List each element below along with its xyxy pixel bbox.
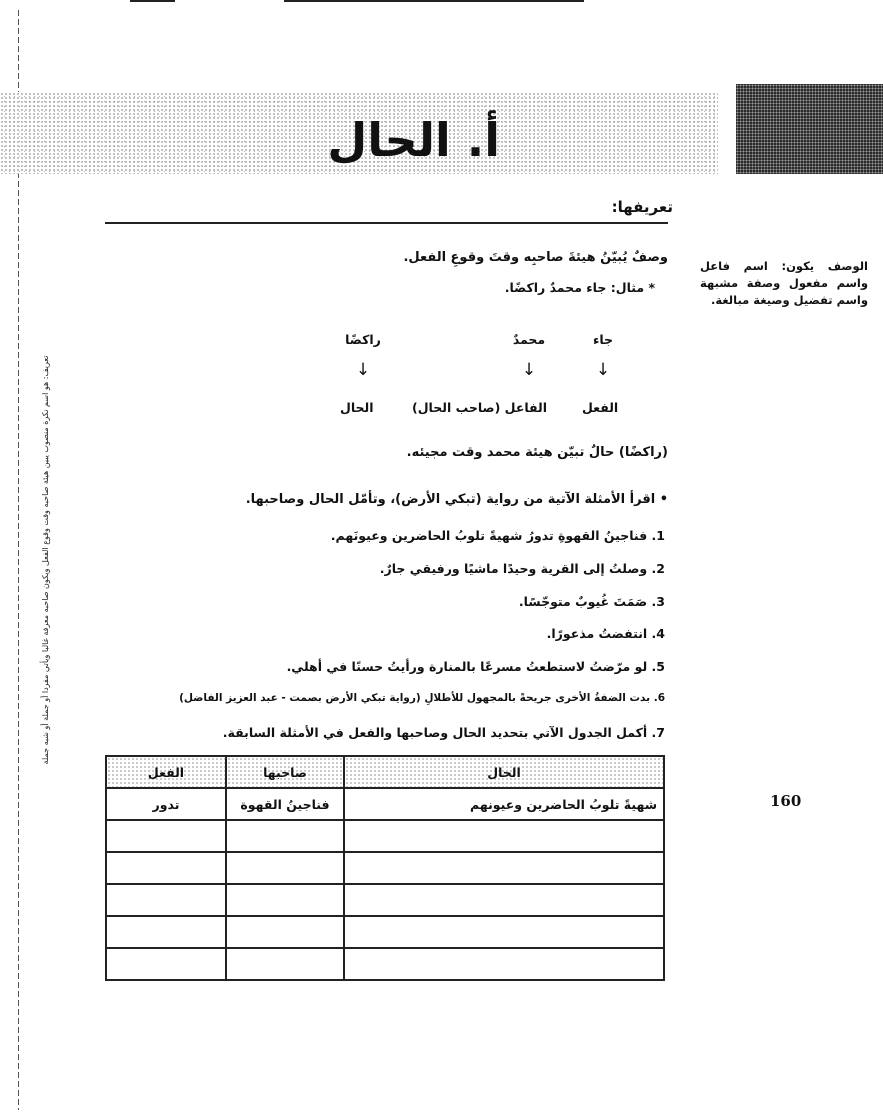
heading-rule	[105, 222, 668, 224]
table-cell[interactable]	[226, 820, 344, 852]
header-band-dark	[736, 84, 883, 174]
table-row	[106, 948, 664, 980]
table-row	[106, 788, 664, 820]
word-subject: محمدٌ	[512, 332, 546, 347]
arrow-down-icon: ↓	[355, 360, 371, 380]
arrow-down-icon: ↓	[595, 360, 611, 380]
exercise-item: 4. انتفضتُ مذعورًا.	[546, 626, 665, 641]
word-verb: جاء	[592, 332, 614, 347]
word-hal: راكضًا	[345, 332, 381, 347]
role-hal: الحال	[340, 400, 374, 415]
exercise-item: 3. صَمَتَ غُيوبٌ متوجّسًا.	[518, 594, 665, 609]
table-row	[106, 820, 664, 852]
definition-text: وصفٌ يُبيّنُ هيئةَ صاحبِه وقتَ وقوعِ الفعل.	[403, 250, 668, 265]
exercise-item: 7. أكمل الجدول الآتي بتحديد الحال وصاحبها والفعل في الأمثلة السابقة.	[222, 725, 665, 740]
table-cell[interactable]	[106, 820, 226, 852]
table-cell[interactable]	[106, 852, 226, 884]
vertical-margin-note: تعريف: هو اسم نكرة منصوب يبين هيئة صاحبه وقت وقوع الفعل ويكون صاحبه معرفة غالبا ويأتي مفردا أو جملة أو شبه جملة	[41, 355, 50, 765]
example-text: * مثال: جاء محمدٌ راكضًا.	[504, 280, 655, 295]
table-header-hal: الحال	[344, 756, 664, 788]
table-cell[interactable]	[226, 884, 344, 916]
table-cell[interactable]	[344, 820, 664, 852]
left-binding-rule	[18, 10, 19, 1110]
table-row	[106, 916, 664, 948]
table-cell[interactable]	[344, 852, 664, 884]
table-row	[106, 852, 664, 884]
table-cell: فناجينُ القهوة	[226, 788, 344, 820]
role-subject: الفاعل (صاحب الحال)	[412, 400, 548, 415]
scan-mark-top	[284, 0, 584, 2]
table-cell[interactable]	[226, 852, 344, 884]
exercise-item: 5. لو مرّضتُ لاستطعتُ مسرعًا بالمنارة ورأيتُ حسنًا في أهلي.	[286, 659, 665, 674]
table-header-owner: صاحبها	[226, 756, 344, 788]
scan-mark-top-left	[130, 0, 175, 2]
explanation-text: (راكضًا) حالٌ تبيّن هيئة محمد وقت مجيئه.	[406, 445, 668, 460]
section-heading: تعريفها:	[611, 198, 673, 216]
exercise-item: 6. بدت الضفةُ الأخرى جريحةً بالمجهول للأطلالِ (رواية تبكي الأرض بصمت - عبد العزيز الفاضل)	[179, 692, 665, 704]
exercise-item: 1. فناجينُ القهوةِ تدورُ شهيةً تلوبُ الحاضرين وعيونَهم.	[330, 528, 665, 543]
page-title: أ. الحال	[327, 113, 500, 167]
table-cell[interactable]	[344, 884, 664, 916]
answer-table	[105, 755, 665, 981]
table-cell[interactable]	[106, 948, 226, 980]
table-header-verb: الفعل	[106, 756, 226, 788]
table-row	[106, 884, 664, 916]
sidenote: الوصف يكون: اسم فاعل واسم مفعول وصفة مشبهة واسم تفضيل وصيغة مبالغة.	[700, 259, 868, 307]
table-cell: تدور	[106, 788, 226, 820]
table-cell[interactable]	[226, 948, 344, 980]
table-cell[interactable]	[344, 948, 664, 980]
role-verb: الفعل	[582, 400, 619, 415]
table-cell[interactable]	[344, 916, 664, 948]
table-cell[interactable]	[106, 884, 226, 916]
exercise-item: 2. وصلتُ إلى القرية وحيدًا ماشيًا ورفيقي جارٌ.	[379, 561, 665, 576]
table-cell: شهيةً تلوبُ الحاضرين وعيونهم	[344, 788, 664, 820]
table-cell[interactable]	[106, 916, 226, 948]
exercise-instruction: • اقرأ الأمثلة الآتية من رواية (تبكي الأرض)، وتأمّل الحال وصاحبها.	[245, 492, 668, 507]
arrow-down-icon: ↓	[521, 360, 537, 380]
table-cell[interactable]	[226, 916, 344, 948]
page-number: 160	[770, 792, 802, 810]
